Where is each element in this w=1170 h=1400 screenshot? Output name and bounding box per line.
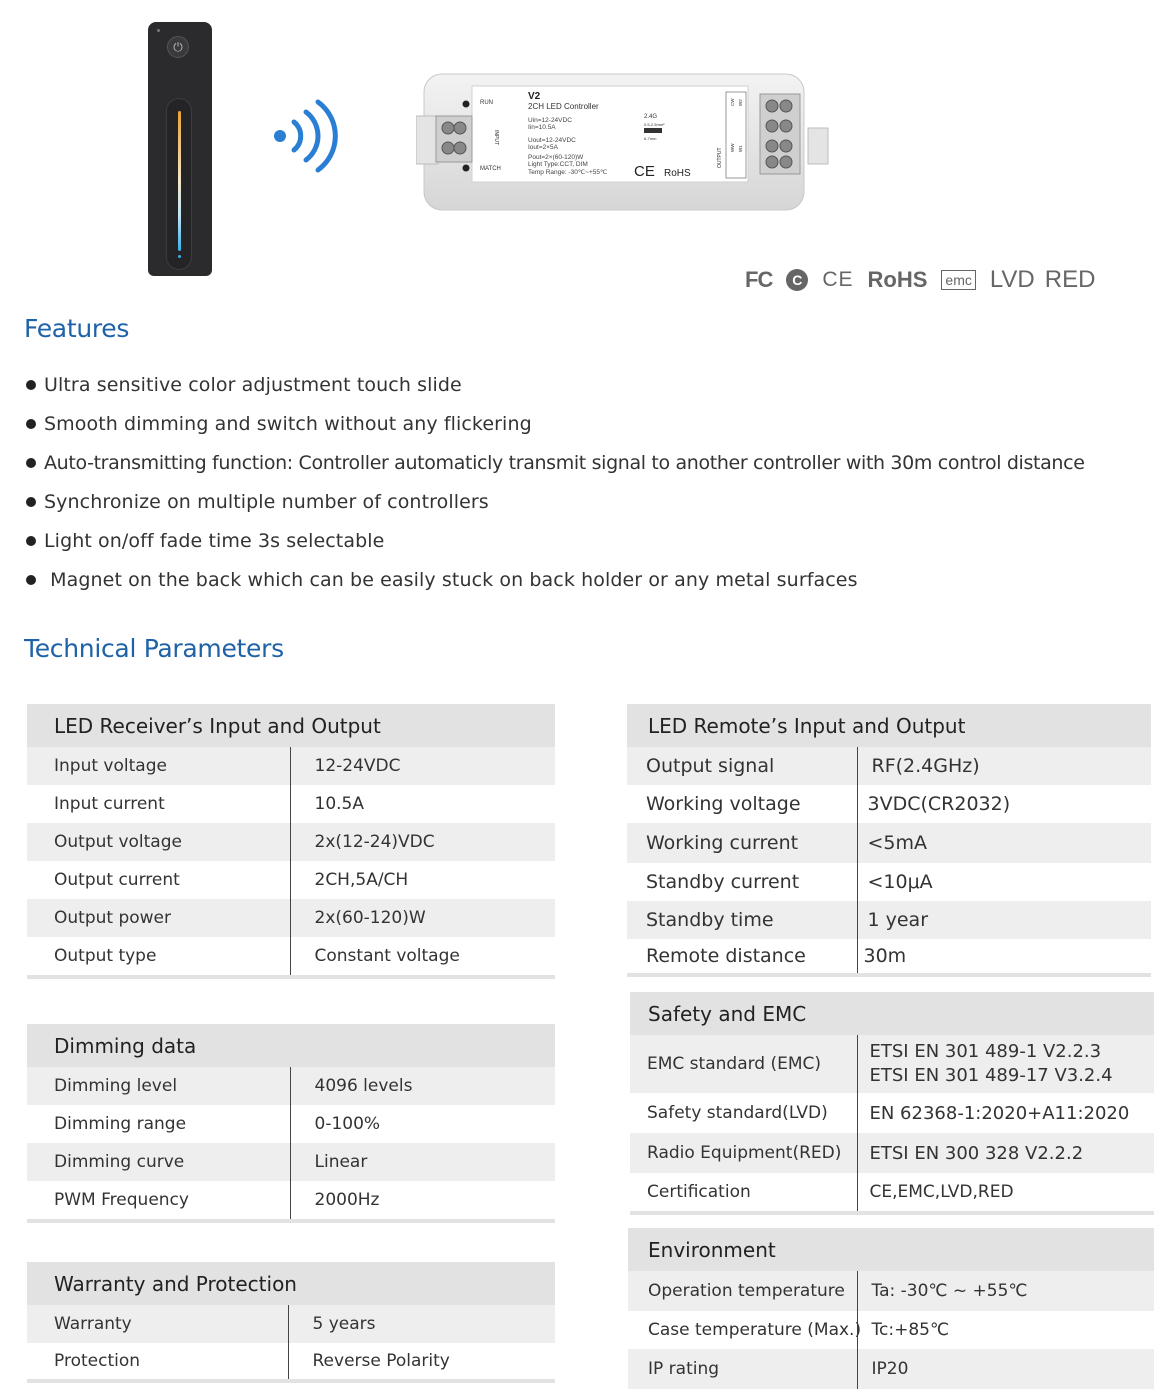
table-row bbox=[27, 1067, 555, 1105]
table-row bbox=[627, 939, 1151, 975]
emc-standard-line-1: ETSI EN 301 489-1 V2.2.3 bbox=[869, 1041, 1102, 1062]
table-row bbox=[27, 1343, 555, 1381]
table-row bbox=[630, 1093, 1154, 1133]
param-value: Linear bbox=[290, 1143, 555, 1181]
table-row bbox=[628, 1271, 1154, 1311]
param-label: Certification bbox=[630, 1173, 857, 1213]
param-label: Dimming range bbox=[54, 1114, 187, 1134]
param-label: Radio Equipment(RED) bbox=[630, 1133, 857, 1173]
param-value: ETSI EN 300 328 V2.2.2 bbox=[857, 1133, 1154, 1173]
red-mark: RED bbox=[1044, 266, 1096, 294]
feature-text: Auto-transmitting function: Controller automaticly transmit signal to another controller with 30m control distance bbox=[44, 452, 1085, 474]
table-row bbox=[27, 861, 555, 899]
param-label: Input current bbox=[54, 794, 165, 814]
remote-table-title: LED Remote’s Input and Output bbox=[627, 704, 1151, 747]
table-row bbox=[630, 1133, 1154, 1173]
environment-table-title: Environment bbox=[628, 1228, 1154, 1271]
wireless-signal-icon bbox=[270, 96, 340, 176]
table-row bbox=[628, 1349, 1154, 1389]
controller-name: 2CH LED Controller bbox=[528, 102, 599, 111]
param-value: 10.5A bbox=[290, 785, 555, 823]
receiver-table-title: LED Receiver’s Input and Output bbox=[27, 704, 555, 747]
rohs-mark: RoHS bbox=[664, 168, 691, 179]
bullet-icon bbox=[26, 497, 36, 507]
controller-spec-3: Uout=12-24VDC bbox=[528, 137, 576, 144]
run-label: RUN bbox=[480, 100, 493, 106]
rohs-mark: RoHS bbox=[867, 267, 928, 293]
feature-text: Smooth dimming and switch without any flickering bbox=[44, 413, 532, 435]
remote-table bbox=[627, 704, 1151, 977]
param-label: Standby current bbox=[646, 871, 800, 893]
param-value: 2CH,5A/CH bbox=[290, 861, 555, 899]
emc-standard-line-2: ETSI EN 301 489-17 V3.2.4 bbox=[869, 1065, 1113, 1086]
param-value: 3VDC(CR2032) bbox=[857, 785, 1151, 823]
bullet-icon bbox=[26, 419, 36, 429]
ce-mark: CE bbox=[822, 268, 854, 292]
remote-control-image bbox=[148, 22, 212, 276]
param-value: <10μA bbox=[857, 863, 1151, 901]
power-icon: ⏻ bbox=[167, 36, 189, 58]
strip-length-label: 6-7mm bbox=[644, 136, 657, 141]
input-label: INPUT bbox=[493, 130, 499, 145]
fc-mark: FC bbox=[745, 267, 773, 293]
table-row bbox=[628, 1311, 1154, 1349]
table-row bbox=[630, 1173, 1154, 1213]
controller-spec-7: Temp Range: -30℃~+55℃ bbox=[528, 169, 608, 176]
bullet-icon bbox=[26, 458, 36, 468]
slider-end-dot bbox=[178, 255, 181, 258]
param-label: Dimming level bbox=[27, 1067, 290, 1105]
param-value: Tc:+85℃ bbox=[857, 1311, 1154, 1349]
output-label: OUTPUT bbox=[717, 147, 723, 168]
bullet-icon bbox=[26, 536, 36, 546]
param-label: Input voltage bbox=[27, 747, 290, 785]
table-row bbox=[27, 823, 555, 861]
feature-item bbox=[26, 444, 1146, 483]
table-row bbox=[627, 863, 1151, 901]
dimming-table bbox=[27, 1024, 555, 1223]
param-label: Remote distance bbox=[627, 939, 857, 975]
table-row bbox=[627, 901, 1151, 939]
controller-spec-5: Pout=2×(60-120)W bbox=[528, 154, 584, 161]
terminal-cw: CW bbox=[730, 98, 735, 106]
controller-spec-2: Iin=10.5A bbox=[528, 124, 556, 131]
terminal-w2: W2 bbox=[738, 99, 743, 106]
param-label: Output signal bbox=[627, 747, 857, 785]
terminal-w1: W1 bbox=[738, 145, 743, 152]
feature-text: Light on/off fade time 3s selectable bbox=[44, 530, 385, 552]
param-label: Standby time bbox=[627, 901, 857, 939]
remote-indicator-dot bbox=[157, 29, 160, 32]
dimming-table-title: Dimming data bbox=[27, 1024, 555, 1067]
param-label: Output power bbox=[27, 899, 290, 937]
param-value: 30m bbox=[857, 939, 1151, 975]
param-value: <5mA bbox=[857, 823, 1151, 863]
table-row bbox=[27, 937, 555, 977]
match-label: MATCH bbox=[480, 166, 501, 172]
environment-table bbox=[628, 1228, 1154, 1389]
table-row bbox=[27, 747, 555, 785]
param-value: 0-100% bbox=[290, 1105, 555, 1143]
lvd-mark: LVD bbox=[989, 266, 1035, 294]
bullet-icon bbox=[26, 575, 36, 585]
wire-gauge-label: 0.5-2.5mm² bbox=[644, 122, 665, 127]
param-value: EN 62368-1:2020+A11:2020 bbox=[857, 1093, 1154, 1133]
feature-text: Magnet on the back which can be easily stuck on back holder or any metal surfaces bbox=[44, 569, 858, 591]
controller-spec-1: Uin=12-24VDC bbox=[528, 117, 572, 124]
led-controller-image bbox=[416, 72, 830, 214]
param-label: Operation temperature bbox=[628, 1271, 857, 1311]
table-row bbox=[627, 747, 1151, 785]
param-value: 2x(60-120)W bbox=[290, 899, 555, 937]
technical-heading: Technical Parameters bbox=[24, 634, 284, 663]
terminal-ww: WW bbox=[730, 143, 735, 152]
param-value: IP20 bbox=[857, 1349, 1154, 1389]
param-label: PWM Frequency bbox=[27, 1181, 290, 1221]
param-value: 2000Hz bbox=[290, 1181, 555, 1221]
param-label: IP rating bbox=[628, 1349, 857, 1389]
table-row bbox=[630, 1035, 1154, 1093]
safety-table-title: Safety and EMC bbox=[630, 992, 1154, 1035]
controller-spec-6: Light Type:CCT, DIM bbox=[528, 161, 588, 168]
feature-item bbox=[26, 405, 1146, 444]
param-label: Output voltage bbox=[27, 823, 290, 861]
param-label: Case temperature (Max.) bbox=[648, 1320, 862, 1340]
table-row bbox=[27, 785, 555, 823]
touch-slider bbox=[166, 98, 192, 270]
color-temperature-bar bbox=[178, 111, 181, 251]
table-row bbox=[627, 823, 1151, 863]
param-label: EMC standard (EMC) bbox=[630, 1035, 857, 1093]
table-row bbox=[27, 1143, 555, 1181]
param-label: Output current bbox=[54, 870, 180, 890]
warranty-table-title: Warranty and Protection bbox=[27, 1262, 555, 1305]
band-label: 2.4G bbox=[644, 114, 658, 120]
param-value: Constant voltage bbox=[290, 937, 555, 977]
ce-mark: CE bbox=[634, 163, 655, 180]
param-label: Safety standard(LVD) bbox=[647, 1103, 828, 1123]
param-label: Working voltage bbox=[646, 793, 801, 815]
controller-model: V2 bbox=[528, 91, 541, 102]
table-row bbox=[27, 1305, 555, 1343]
param-value: 2x(12-24)VDC bbox=[290, 823, 555, 861]
warranty-table bbox=[27, 1262, 555, 1383]
table-row bbox=[27, 1181, 555, 1221]
feature-item bbox=[26, 522, 1146, 561]
param-value: CE,EMC,LVD,RED bbox=[857, 1173, 1154, 1213]
param-label: Protection bbox=[27, 1343, 288, 1381]
emc-mark: emc bbox=[941, 270, 975, 290]
feature-item bbox=[26, 483, 1146, 522]
c-mark: C bbox=[786, 269, 808, 291]
param-label: Output type bbox=[27, 937, 290, 977]
feature-item bbox=[26, 561, 1146, 600]
feature-text: Synchronize on multiple number of controllers bbox=[44, 491, 489, 513]
table-row bbox=[27, 899, 555, 937]
features-heading: Features bbox=[24, 314, 130, 343]
param-value: Ta: -30℃ ~ +55℃ bbox=[857, 1271, 1154, 1311]
param-label: Working current bbox=[627, 823, 857, 863]
table-row bbox=[627, 785, 1151, 823]
certification-marks bbox=[745, 266, 1125, 300]
bullet-icon bbox=[26, 380, 36, 390]
table-row bbox=[27, 1105, 555, 1143]
param-value: 1 year bbox=[857, 901, 1151, 939]
param-label: Warranty bbox=[27, 1305, 288, 1343]
param-value bbox=[857, 1035, 1154, 1093]
safety-table bbox=[630, 992, 1154, 1215]
feature-item bbox=[26, 366, 1146, 405]
features-list bbox=[26, 366, 1146, 600]
param-value: Reverse Polarity bbox=[288, 1343, 555, 1381]
param-label: Dimming curve bbox=[27, 1143, 290, 1181]
param-value: RF(2.4GHz) bbox=[857, 747, 1151, 785]
feature-text: Ultra sensitive color adjustment touch slide bbox=[44, 374, 462, 396]
param-value: 4096 levels bbox=[290, 1067, 555, 1105]
controller-spec-4: Iout=2×5A bbox=[528, 144, 558, 151]
param-value: 5 years bbox=[288, 1305, 555, 1343]
receiver-table bbox=[27, 704, 555, 979]
param-value: 12-24VDC bbox=[290, 747, 555, 785]
